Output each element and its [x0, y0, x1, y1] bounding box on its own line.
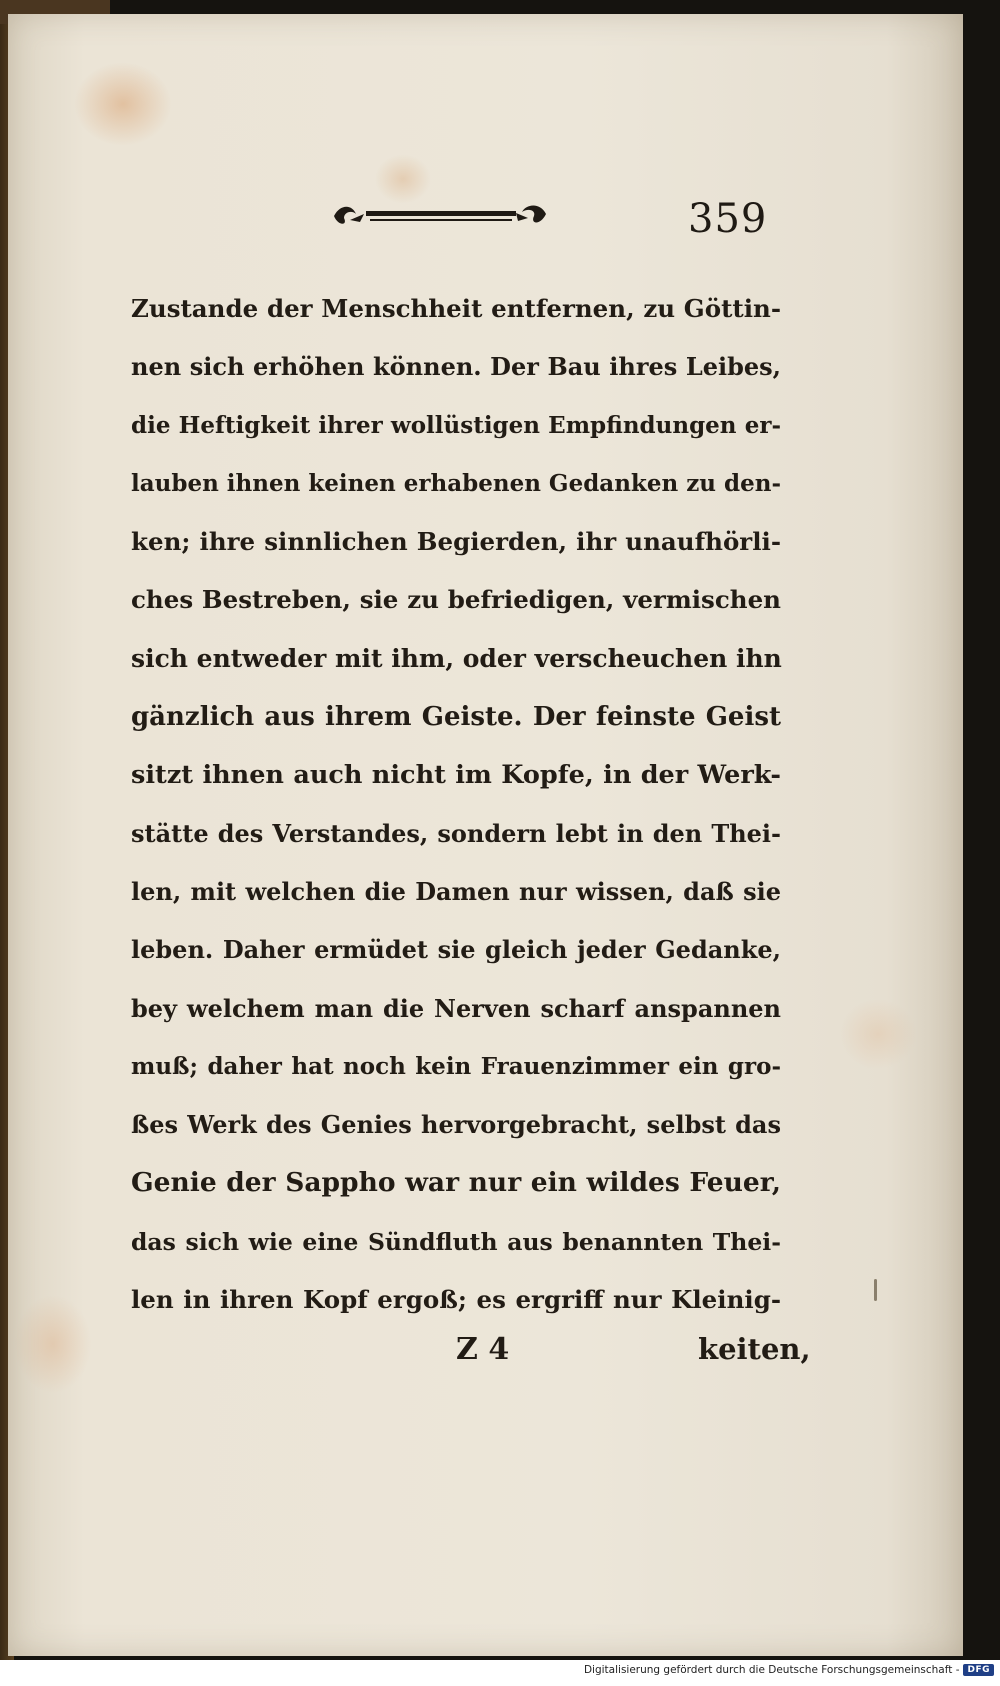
- text-line: stätte des Verstandes, sondern lebt in den Thei-: [131, 818, 781, 848]
- dfg-logo-icon: DFG: [963, 1664, 994, 1676]
- text-line: Zustande der Menschheit entfernen, zu Göttin-: [131, 294, 781, 323]
- text-line: nen sich erhöhen können. Der Bau ihres Leibes,: [131, 352, 781, 382]
- text-line: ßes Werk des Genies hervorgebracht, selbst das: [131, 1110, 781, 1140]
- text-line: das sich wie eine Sündfluth aus benannten Thei-: [131, 1227, 781, 1256]
- text-line: gänzlich aus ihrem Geiste. Der feinste Geist: [131, 702, 781, 733]
- catchword: keiten,: [698, 1332, 811, 1366]
- text-line: sich entweder mit ihm, oder verscheuchen ihn: [131, 643, 782, 673]
- text-line: muß; daher hat noch kein Frauenzimmer ein gro-: [131, 1052, 781, 1080]
- text-line: sitzt ihnen auch nicht im Kopfe, in der Werk-: [131, 760, 781, 791]
- text-line: ken; ihre sinnlichen Begierden, ihr unaufhörli-: [131, 527, 781, 557]
- header-ornament: [330, 196, 550, 236]
- text-line: ches Bestreben, sie zu befriedigen, vermischen: [131, 585, 781, 615]
- text-line: lauben ihnen keinen erhabenen Gedanken zu den-: [131, 469, 781, 497]
- credit-text: Digitalisierung gefördert durch die Deutsche Forschungsgemeinschaft -: [583, 1664, 960, 1676]
- text-line: die Heftigkeit ihrer wollüstigen Empfindungen er-: [131, 411, 781, 439]
- text-line: len, mit welchen die Damen nur wissen, daß sie: [131, 876, 781, 906]
- signature-mark: Z 4: [456, 1332, 510, 1367]
- book-page: [8, 14, 963, 1656]
- digitization-credit: [584, 1664, 994, 1676]
- page-number: 359: [688, 196, 768, 242]
- text-line: leben. Daher ermüdet sie gleich jeder Gedanke,: [131, 935, 781, 965]
- text-line: Genie der Sappho war nur ein wildes Feuer,: [131, 1167, 781, 1199]
- text-line: bey welchem man die Nerven scharf anspannen: [131, 993, 781, 1023]
- page-body-text: [131, 280, 781, 1329]
- text-line: len in ihren Kopf ergoß; es ergriff nur Kleinig-: [131, 1285, 781, 1315]
- margin-mark: [874, 1279, 877, 1301]
